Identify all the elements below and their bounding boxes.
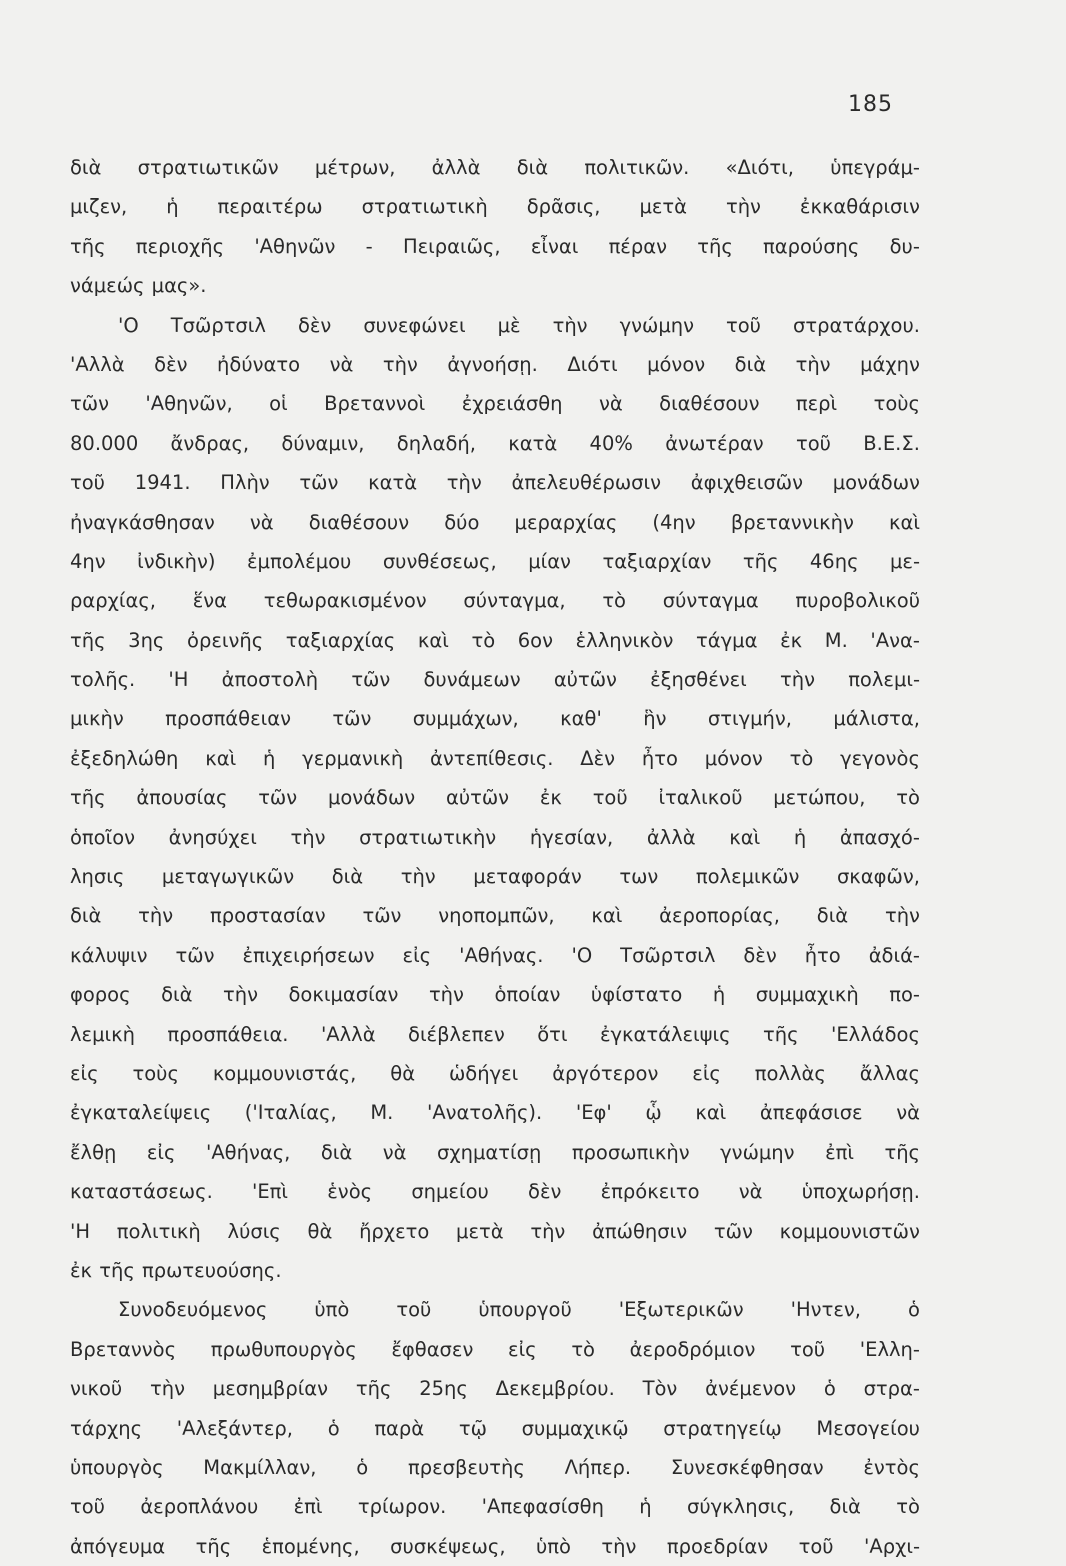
text-line: ὑπουργὸς Μακμίλλαν, ὁ πρεσβευτὴς Λήπερ. Συνεσκέφθησαν ἐντὸς [70, 1455, 920, 1479]
text-line: νικοῦ τὴν μεσημβρίαν τῆς 25ης Δεκεμβρίου. Τὸν ἀνέμενον ὁ στρα- [70, 1377, 920, 1401]
text-line: ὁποῖον ἀνησύχει τὴν στρατιωτικὴν ἡγεσίαν, ἀλλὰ καὶ ἡ ἀπασχό- [70, 825, 920, 849]
text-line: 80.000 ἄνδρας, δύναμιν, δηλαδή, κατὰ 40% ἀνωτέραν τοῦ Β.Ε.Σ. [70, 431, 920, 455]
text-line: τῆς περιοχῆς 'Αθηνῶν - Πειραιῶς, εἶναι πέραν τῆς παρούσης δυ- [70, 234, 920, 258]
text-line: ἠναγκάσθησαν νὰ διαθέσουν δύο μεραρχίας (4ην βρεταννικὴν καὶ [70, 510, 920, 534]
text-line: φορος διὰ τὴν δοκιμασίαν τὴν ὁποίαν ὑφίστατο ἡ συμμαχικὴ πο- [70, 983, 920, 1007]
text-line: τοῦ ἀεροπλάνου ἐπὶ τρίωρον. 'Απεφασίσθη ἡ σύγκλησις, διὰ τὸ [70, 1495, 920, 1519]
text-line: τῆς 3ης ὀρεινῆς ταξιαρχίας καὶ τὸ 6ον ἑλληνικὸν τάγμα ἐκ Μ. 'Ανα- [70, 628, 920, 652]
text-line: ἐξεδηλώθη καὶ ἡ γερμανικὴ ἀντεπίθεσις. Δὲν ἦτο μόνον τὸ γεγονὸς [70, 746, 920, 770]
text-line: ἔλθῃ εἰς 'Αθήνας, διὰ νὰ σχηματίσῃ προσωπικὴν γνώμην ἐπὶ τῆς [70, 1140, 920, 1164]
text-line: Βρεταννὸς πρωθυπουργὸς ἔφθασεν εἰς τὸ ἀεροδρόμιον τοῦ 'Ελλη- [70, 1337, 920, 1361]
text-line: λεμικὴ προσπάθεια. 'Αλλὰ διέβλεπεν ὅτι ἐγκατάλειψις τῆς 'Ελλάδος [70, 1022, 920, 1046]
text-line: ἐκ τῆς πρωτευούσης. [70, 1258, 282, 1282]
text-line: κάλυψιν τῶν ἐπιχειρήσεων εἰς 'Αθήνας. 'Ο Τσῶρτσιλ δὲν ἦτο ἀδιά- [70, 943, 920, 967]
text-line: καταστάσεως. 'Επὶ ἑνὸς σημείου δὲν ἐπρόκειτο νὰ ὑποχωρήσῃ. [70, 1180, 920, 1204]
text-line: Συνοδευόμενος ὑπὸ τοῦ ὑπουργοῦ 'Εξωτερικῶν 'Ηντεν, ὁ [118, 1298, 920, 1322]
text-line: τῆς ἀπουσίας τῶν μονάδων αὐτῶν ἐκ τοῦ ἰταλικοῦ μετώπου, τὸ [70, 786, 920, 810]
text-line: ραρχίας, ἕνα τεθωρακισμένον σύνταγμα, τὸ σύνταγμα πυροβολικοῦ [70, 589, 920, 613]
text-line: τῶν 'Αθηνῶν, οἱ Βρεταννοὶ ἐχρειάσθη νὰ διαθέσουν περὶ τοὺς [70, 392, 920, 416]
text-line: λησις μεταγωγικῶν διὰ τὴν μεταφοράν των πολεμικῶν σκαφῶν, [70, 865, 920, 889]
page-number: 185 [848, 92, 893, 117]
text-line: 'Ο Τσῶρτσιλ δὲν συνεφώνει μὲ τὴν γνώμην τοῦ στρατάρχου. [118, 313, 920, 337]
text-line: 'Αλλὰ δὲν ἠδύνατο νὰ τὴν ἀγνοήσῃ. Διότι μόνον διὰ τὴν μάχην [70, 352, 920, 376]
text-line: τάρχης 'Αλεξάντερ, ὁ παρὰ τῷ συμμαχικῷ στρατηγείῳ Μεσογείου [70, 1416, 920, 1440]
text-line: ἐγκαταλείψεις ('Ιταλίας, Μ. 'Ανατολῆς). 'Εφ' ᾧ καὶ ἀπεφάσισε νὰ [70, 1101, 920, 1125]
text-line: τολῆς. 'Η ἀποστολὴ τῶν δυνάμεων αὐτῶν ἐξησθένει τὴν πολεμι- [70, 668, 920, 692]
text-line: μιζεν, ἡ περαιτέρω στρατιωτικὴ δρᾶσις, μετὰ τὴν ἐκκαθάρισιν [70, 195, 920, 219]
text-line: εἰς τοὺς κομμουνιστάς, θὰ ὡδήγει ἀργότερον εἰς πολλὰς ἄλλας [70, 1061, 920, 1085]
body-text [70, 148, 920, 1566]
text-line: ἀπόγευμα τῆς ἑπομένης, συσκέψεως, ὑπὸ τὴν προεδρίαν τοῦ 'Αρχι- [70, 1534, 920, 1558]
text-line: μικὴν προσπάθειαν τῶν συμμάχων, καθ' ἣν στιγμήν, μάλιστα, [70, 707, 920, 731]
text-line: 'Η πολιτικὴ λύσις θὰ ἤρχετο μετὰ τὴν ἀπώθησιν τῶν κομμουνιστῶν [70, 1219, 920, 1243]
text-line: τοῦ 1941. Πλὴν τῶν κατὰ τὴν ἀπελευθέρωσιν ἀφιχθεισῶν μονάδων [70, 471, 920, 495]
text-line: 4ην ἰνδικὴν) ἐμπολέμου συνθέσεως, μίαν ταξιαρχίαν τῆς 46ης με- [70, 549, 920, 573]
text-line: νάμεώς μας». [70, 274, 207, 298]
text-line: διὰ στρατιωτικῶν μέτρων, ἀλλὰ διὰ πολιτικῶν. «Διότι, ὑπεγράμ- [70, 156, 920, 179]
text-line: διὰ τὴν προστασίαν τῶν νηοπομπῶν, καὶ ἀεροπορίας, διὰ τὴν [70, 904, 920, 928]
